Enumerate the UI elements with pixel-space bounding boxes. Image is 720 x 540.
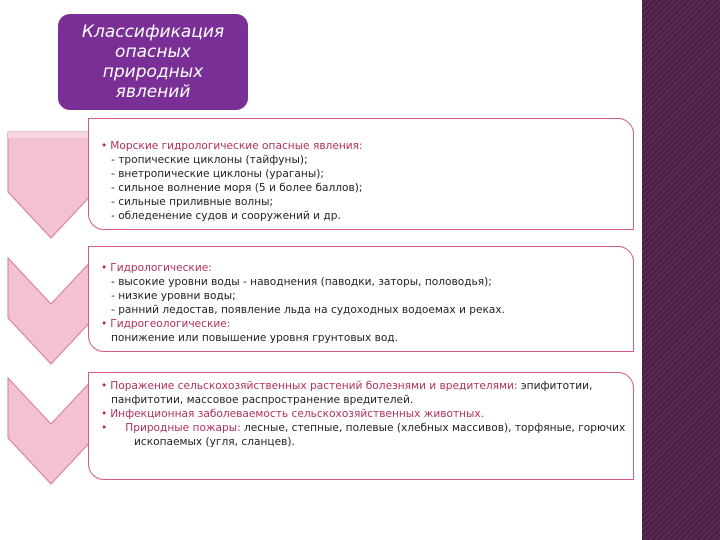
- list-item: - сильные приливные волны;: [111, 196, 274, 208]
- panel-heading: • Инфекционная заболеваемость сельскохозяйственных животных.: [101, 408, 485, 420]
- bullet-icon: •: [101, 408, 108, 420]
- list-item: - ранний ледостав, появление льда на судоходных водоемах и реках.: [111, 304, 506, 316]
- chevron-arrow-1: [6, 130, 98, 248]
- list-item: - тропические циклоны (тайфуны);: [111, 154, 308, 166]
- panel-heading: • Морские гидрологические опасные явления:: [101, 140, 363, 152]
- list-item: ископаемых (угля, сланцев).: [134, 436, 295, 448]
- panel-heading: • Природные пожары: лесные, степные, полевые (хлебных массивов), торфяные, горючих: [101, 422, 626, 434]
- panel-biological-fires: [88, 372, 634, 480]
- list-item: - высокие уровни воды - наводнения (паводки, заторы, половодья);: [111, 276, 492, 288]
- panel-marine-hydrology: [88, 118, 634, 230]
- chevron-arrow-2: [6, 256, 98, 374]
- list-item: - внетропические циклоны (ураганы);: [111, 168, 324, 180]
- panel-heading: • Гидрологические:: [101, 262, 212, 274]
- bullet-icon: •: [101, 422, 108, 434]
- chevron-arrow-3: [6, 376, 98, 494]
- list-item: - обледенение судов и сооружений и др.: [111, 210, 341, 222]
- panel-heading: • Гидрогеологические:: [101, 318, 231, 330]
- bullet-icon: •: [101, 262, 108, 274]
- panel-heading: • Поражение сельскохозяйственных растений болезнями и вредителями: эпифитотии,: [101, 380, 593, 392]
- decorative-side-band: [642, 0, 720, 540]
- bullet-icon: •: [101, 318, 108, 330]
- diagram-title: [58, 14, 248, 110]
- title-text: Классификация опасных природных явлений: [81, 22, 225, 102]
- list-item: - низкие уровни воды;: [111, 290, 236, 302]
- bullet-icon: •: [101, 380, 108, 392]
- list-item: панфитотии, массовое распространение вредителей.: [111, 394, 414, 406]
- list-item: понижение или повышение уровня грунтовых вод.: [111, 332, 398, 344]
- bullet-icon: •: [101, 140, 108, 152]
- list-item: - сильное волнение моря (5 и более баллов);: [111, 182, 363, 194]
- panel-hydrology: [88, 246, 634, 352]
